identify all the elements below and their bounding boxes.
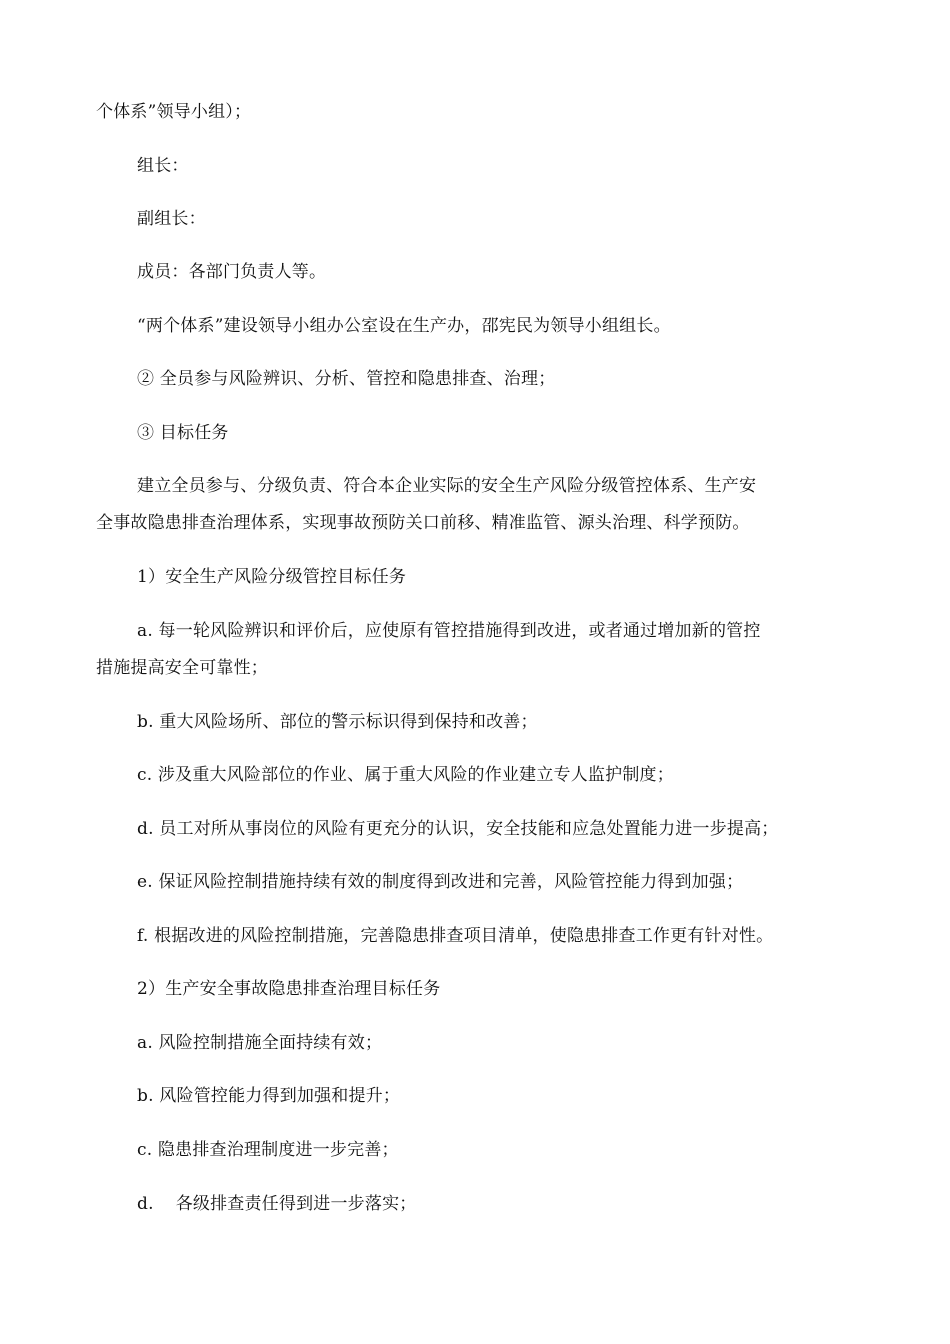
item-3-heading: ③ 目标任务 <box>137 423 229 443</box>
section-2-item-c: c. 隐患排查治理制度进一步完善； <box>137 1140 399 1160</box>
section-1-item-e: e. 保证风险控制措施持续有效的制度得到改进和完善，风险管控能力得到加强； <box>137 872 744 892</box>
section-2-item-d-text: 各级排查责任得到进一步落实； <box>175 1194 417 1214</box>
members-line: 成员：各部门负责人等。 <box>137 262 327 282</box>
section-2-item-a: a. 风险控制措施全面持续有效； <box>137 1033 383 1053</box>
goal-paragraph-line-1: 建立全员参与、分级负责、符合本企业实际的安全生产风险分级管控体系、生产安 <box>137 476 757 496</box>
section-1-item-a-line-1: a. 每一轮风险辨识和评价后，应使原有管控措施得到改进，或者通过增加新的管控 <box>137 621 761 641</box>
section-1-item-d: d. 员工对所从事岗位的风险有更充分的认识，安全技能和应急处置能力进一步提高； <box>137 819 779 839</box>
deputy-leader-label: 副组长： <box>137 209 206 229</box>
section-1-item-b: b. 重大风险场所、部位的警示标识得到保持和改善； <box>137 712 538 732</box>
item-2-line: ② 全员参与风险辨识、分析、管控和隐患排查、治理； <box>137 369 556 389</box>
section-1-heading: 1）安全生产风险分级管控目标任务 <box>137 567 407 587</box>
section-1-item-c: c. 涉及重大风险部位的作业、属于重大风险的作业建立专人监护制度； <box>137 765 674 785</box>
section-2-item-b: b. 风险管控能力得到加强和提升； <box>137 1086 401 1106</box>
office-line: “两个体系”建设领导小组办公室设在生产办，邵宪民为领导小组组长。 <box>137 316 671 336</box>
section-1-item-a-line-2: 措施提高安全可靠性； <box>96 658 268 678</box>
goal-paragraph-line-2: 全事故隐患排查治理体系，实现事故预防关口前移、精准监管、源头治理、科学预防。 <box>96 513 750 533</box>
section-2-item-d <box>137 1192 417 1216</box>
text-line-1: 个体系”领导小组）； <box>96 102 252 122</box>
section-1-item-f: f. 根据改进的风险控制措施，完善隐患排查项目清单，使隐患排查工作更有针对性。 <box>137 926 774 946</box>
section-2-heading: 2）生产安全事故隐患排查治理目标任务 <box>137 979 441 999</box>
group-leader-label: 组长： <box>137 156 189 176</box>
section-2-item-d-marker: d. <box>137 1194 154 1214</box>
